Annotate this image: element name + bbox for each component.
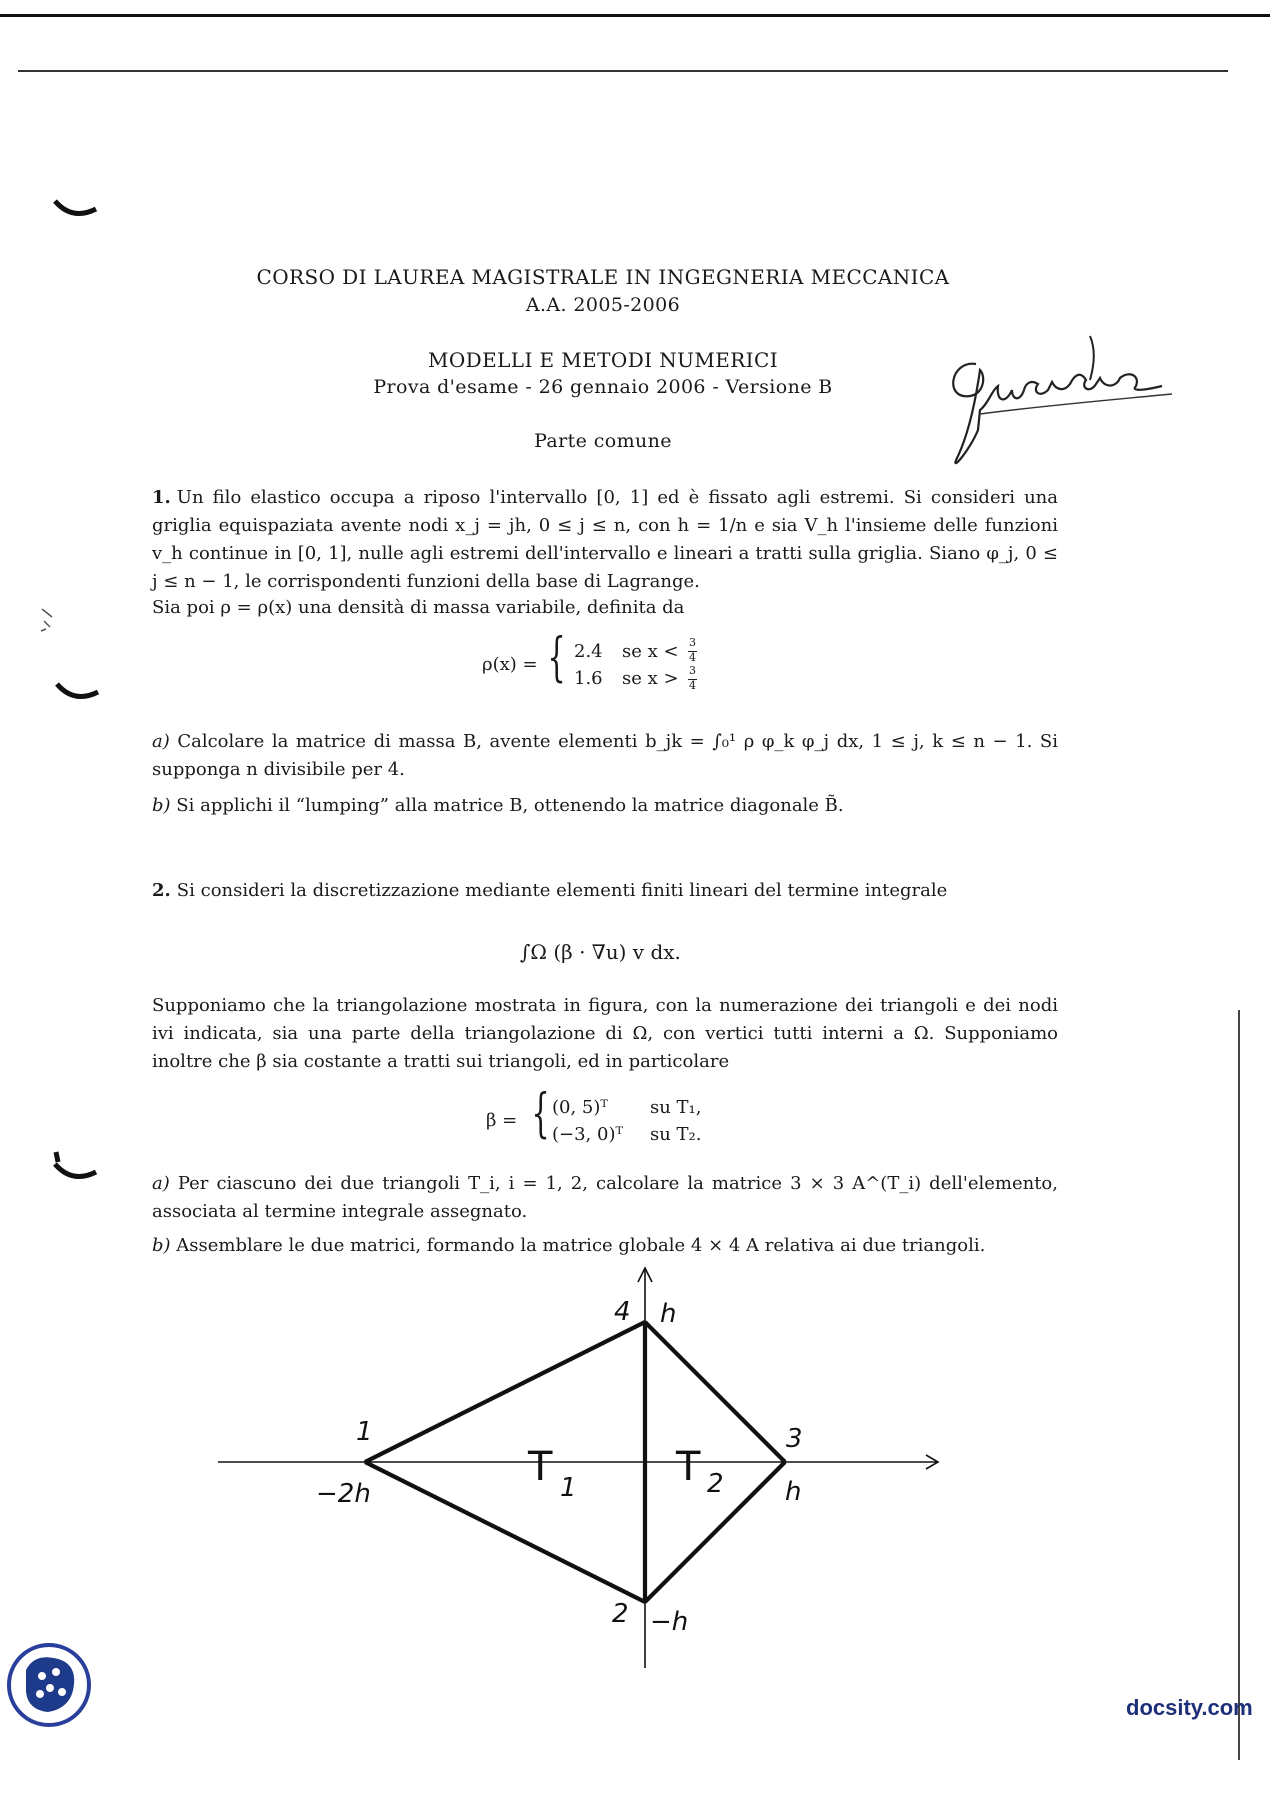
exercise2-text: Supponiamo che la triangolazione mostrata in figura, con la numerazione dei triangoli e dei nodi ivi indicata, sia una parte della triangolazione di Ω, con vertici tutti interni a Ω. Supponiamo inoltre che β sia costante a tratti sui triangoli, ed in particolare xyxy=(152,995,1058,1072)
subject-title: MODELLI E METODI NUMERICI xyxy=(428,348,778,372)
triangle-label-t2-sub: 2 xyxy=(707,1469,724,1499)
fraction2-denominator: 4 xyxy=(689,679,696,692)
beta-case1-condition: su T₁, xyxy=(650,1097,702,1118)
fraction2-numerator: 3 xyxy=(689,664,696,677)
course-title: CORSO DI LAUREA MAGISTRALE IN INGEGNERIA MECCANICA xyxy=(256,265,950,289)
rho-brace: { xyxy=(547,628,566,688)
rho-case1-value: 2.4 xyxy=(574,641,603,662)
docsity-logo-icon xyxy=(4,1640,94,1730)
fraction1-denominator: 4 xyxy=(689,651,696,664)
academic-year: A.A. 2005-2006 xyxy=(525,294,681,316)
axes xyxy=(218,1268,938,1668)
beta-case1-value: (0, 5)ᵀ xyxy=(552,1097,608,1118)
node-label-1: 1 xyxy=(356,1417,373,1447)
exercise2-intro-text: Si consideri la discretizzazione mediante elementi finiti lineari del termine integrale xyxy=(176,880,948,901)
node-label-4: 4 xyxy=(614,1297,631,1327)
triangle-label-t1: T xyxy=(528,1444,553,1490)
exercise2-part-b-text: Assemblare le due matrici, formando la matrice globale 4 × 4 A relativa ai due triangoli. xyxy=(176,1235,986,1256)
exercise1-part-b-text: Si applichi il “lumping” alla matrice B, ottenendo la matrice diagonale B̃. xyxy=(176,795,844,816)
y-tick-bottom: −h xyxy=(650,1607,689,1637)
rho-lhs: ρ(x) = xyxy=(482,654,538,675)
exercise1-part-b-label: b) xyxy=(152,795,171,816)
exercise1-number: 1. xyxy=(152,487,171,508)
rho-case2-value: 1.6 xyxy=(574,668,603,689)
x-tick-left: −2h xyxy=(316,1479,371,1509)
exercise2-integral: ∫Ω (β · ∇u) v dx. xyxy=(520,940,681,964)
beta-brace: { xyxy=(531,1084,550,1144)
rho-case2-condition: se x > xyxy=(622,668,679,689)
exercise2-part-a-text: Per ciascuno dei due triangoli T_i, i = 1, 2, calcolare la matrice 3 × 3 A^(T_i) dell'elemento, associata al termine integrale assegnato. xyxy=(152,1173,1058,1222)
edge-1-2 xyxy=(365,1462,645,1602)
exercise1-part-a-label: a) xyxy=(152,731,170,752)
rho-case1-condition: se x < xyxy=(622,641,679,662)
x-tick-right: h xyxy=(785,1477,802,1507)
exercise2-number: 2. xyxy=(152,880,171,901)
edge-4-3 xyxy=(645,1322,785,1462)
exercise2-part-a-label: a) xyxy=(152,1173,170,1194)
fraction1-numerator: 3 xyxy=(689,636,696,649)
node-label-2: 2 xyxy=(612,1599,629,1629)
docsity-watermark: docsity.com xyxy=(1126,1695,1253,1720)
part-title: Parte comune xyxy=(534,430,672,452)
y-tick-top: h xyxy=(660,1299,677,1329)
beta-case2-value: (−3, 0)ᵀ xyxy=(552,1124,624,1145)
exam-subtitle: Prova d'esame - 26 gennaio 2006 - Versione B xyxy=(373,376,833,398)
exercise2-part-b-label: b) xyxy=(152,1235,171,1256)
exercise1-intro-text: Un filo elastico occupa a riposo l'intervallo [0, 1] ed è fissato agli estremi. Si consideri una griglia equispaziata avente nodi x_j = jh, 0 ≤ j ≤ n, con h = 1/n e sia V_h l'insieme delle funzioni v_h continue in [0, 1], nulle agli estremi dell'intervallo e lineari a tratti sulla griglia. Siano φ_j, 0 ≤ j ≤ n − 1, le corrispondenti funzioni della base di Lagrange. xyxy=(152,487,1058,592)
beta-lhs: β = xyxy=(486,1110,518,1131)
triangle-label-t2: T xyxy=(676,1444,701,1490)
triangle-label-t1-sub: 1 xyxy=(560,1473,577,1503)
edge-1-4 xyxy=(365,1322,645,1462)
beta-case2-condition: su T₂. xyxy=(650,1124,702,1145)
exercise1-part-a-text: Calcolare la matrice di massa B, avente elementi b_jk = ∫₀¹ ρ φ_k φ_j dx, 1 ≤ j, k ≤ n − 1. Si supponga n divisibile per 4. xyxy=(152,731,1058,780)
node-label-3: 3 xyxy=(786,1424,803,1454)
exercise1-density-intro: Sia poi ρ = ρ(x) una densità di massa variabile, definita da xyxy=(152,597,685,618)
